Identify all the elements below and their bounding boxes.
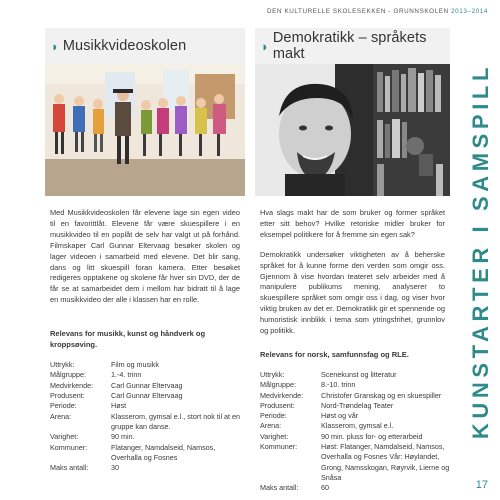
- title-marker-icon: ◗: [261, 38, 269, 54]
- info-key: Målgruppe:: [50, 370, 86, 380]
- info-key: Varighet:: [50, 432, 79, 442]
- header-year: 2013–2014: [451, 8, 488, 15]
- header-title: DEN KULTURELLE SKOLESEKKEN - GRUNNSKOLEN: [267, 8, 449, 15]
- info-row: [50, 401, 245, 411]
- article-musikkvideoskolen: [45, 28, 245, 473]
- info-row: [260, 421, 450, 431]
- info-key: Målgruppe:: [260, 380, 296, 390]
- info-row: [260, 370, 450, 380]
- info-table: [50, 360, 245, 473]
- info-value: 1.-4. trinn: [111, 370, 142, 380]
- info-row: [50, 391, 245, 401]
- info-key: Medvirkende:: [50, 380, 94, 390]
- children-dancing-photo: [45, 64, 245, 196]
- article-title-bar: [45, 28, 245, 64]
- info-value: 30: [111, 463, 119, 473]
- info-value: 90 min.: [111, 432, 135, 442]
- info-row: [50, 443, 245, 464]
- info-row: [260, 380, 450, 390]
- info-row: [260, 432, 450, 442]
- article-body: [45, 208, 245, 306]
- relevance-note: Relevans for musikk, kunst og håndverk og kroppsøving.: [50, 329, 206, 350]
- info-row: [260, 411, 450, 421]
- article-title: Musikkvideoskolen: [62, 38, 187, 54]
- section-side-title: [468, 26, 494, 476]
- info-key: Medvirkende:: [260, 390, 304, 400]
- info-value: Flatanger, Namdalseid, Namsos, Overhalla og Fosnes: [111, 442, 216, 462]
- info-key: Maks antall:: [50, 463, 89, 473]
- article-intro-text: Hva slags makt har de som bruker og former språket etter sitt behov? Hvilke retoriske midler bruker for eksempel politikere for å fremme sin egen sak?: [260, 208, 445, 239]
- info-key: Periode:: [260, 411, 287, 421]
- info-row: [50, 432, 245, 442]
- info-row: [50, 463, 245, 473]
- actor-portrait-photo: [255, 64, 450, 196]
- info-key: Uttrykk:: [50, 360, 75, 370]
- article-body: [255, 208, 450, 337]
- info-value: 90 min. pluss for- og etterarbeid: [321, 431, 423, 441]
- info-value: Høst: [111, 401, 127, 411]
- info-row: [50, 381, 245, 391]
- info-value: Klasserom, gymsal e.l.: [321, 421, 394, 431]
- info-value: Høst og vår: [321, 411, 359, 421]
- info-key: Periode:: [50, 401, 77, 411]
- info-value: Film og musikk: [111, 360, 159, 370]
- title-marker-icon: ◗: [51, 38, 59, 54]
- relevance-note: Relevans for norsk, samfunnsfag og RLE.: [260, 349, 409, 359]
- info-value: Carl Gunnar Eltervaag: [111, 391, 183, 401]
- info-row: [260, 483, 450, 493]
- page-number: 17: [475, 479, 488, 491]
- info-value: Klasserom, gymsal e.l., stort nok til at en gruppe kan danse.: [111, 411, 241, 431]
- info-value: Høst: Flatanger, Namdalseid, Namsos, Overhalla og Fosnes Vår: Høylandet, Grong, Namsskogan, Røyrvik, Lierne og Snåsa: [321, 442, 450, 482]
- info-key: Uttrykk:: [260, 369, 285, 379]
- info-value: Nord-Trøndelag Teater: [321, 400, 394, 410]
- side-title-text: KUNSTARTER I SAMSPILL: [468, 62, 493, 440]
- page-header: [267, 8, 488, 15]
- info-value: Christofer Granskag og en skuespiller: [321, 390, 442, 400]
- info-row: [50, 412, 245, 433]
- article-demokratikk: [255, 28, 450, 494]
- info-key: Varighet:: [260, 431, 289, 441]
- info-row: [50, 360, 245, 370]
- article-body-text: Med Musikkvideoskolen får elevene lage sin egen video til en favorittlåt. Elevene får være skuespillere i en musikkvideo til en poplåt de selv har valgt ut på forhånd. Filmskaper Carl Gunnar Eltervaag besøker skolen og lager videoen i samarbeid med elevene. Det blir sang, dans og litt skuespill foran kamera. Etter besøket redigeres opptakene og skolene får hver sin DVD, der de får se at samarbeidet dem i mellom har bidratt til å lage en musikkvideo der alle i klassen har en rolle.: [50, 208, 240, 305]
- info-key: Kommuner:: [50, 442, 88, 452]
- info-value: Scenekunst og litteratur: [321, 369, 397, 379]
- info-value: 60: [321, 483, 329, 493]
- info-value: 8.-10. trinn: [321, 380, 356, 390]
- info-row: [260, 401, 450, 411]
- info-row: [50, 370, 245, 380]
- article-title: Demokratikk – språkets makt: [272, 30, 427, 62]
- info-row: [260, 391, 450, 401]
- info-key: Arena:: [260, 421, 282, 431]
- info-value: Carl Gunnar Eltervaag: [111, 380, 183, 390]
- info-table: [260, 370, 450, 494]
- article-body-text: Demokratikk undersøker viktigheten av å beherske språket for å kunne forme den verden som omgir oss. Gjennom å vise hvordan teateret selv arbeider med å manipulere publikums mening, analyserer to skuespillere språket som omgir oss i dag, og viser hvor viktig bruken av det er. Demokratikk gir et spennende og humoristisk innblikk i tema som ytringsfrihet, grunnlov og politikk.: [260, 249, 445, 336]
- info-key: Arena:: [50, 411, 72, 421]
- info-row: [260, 442, 450, 483]
- info-key: Kommuner:: [260, 442, 298, 452]
- article-title-bar: [255, 28, 450, 64]
- info-key: Produsent:: [260, 400, 295, 410]
- info-key: Maks antall:: [260, 483, 299, 493]
- info-key: Produsent:: [50, 391, 85, 401]
